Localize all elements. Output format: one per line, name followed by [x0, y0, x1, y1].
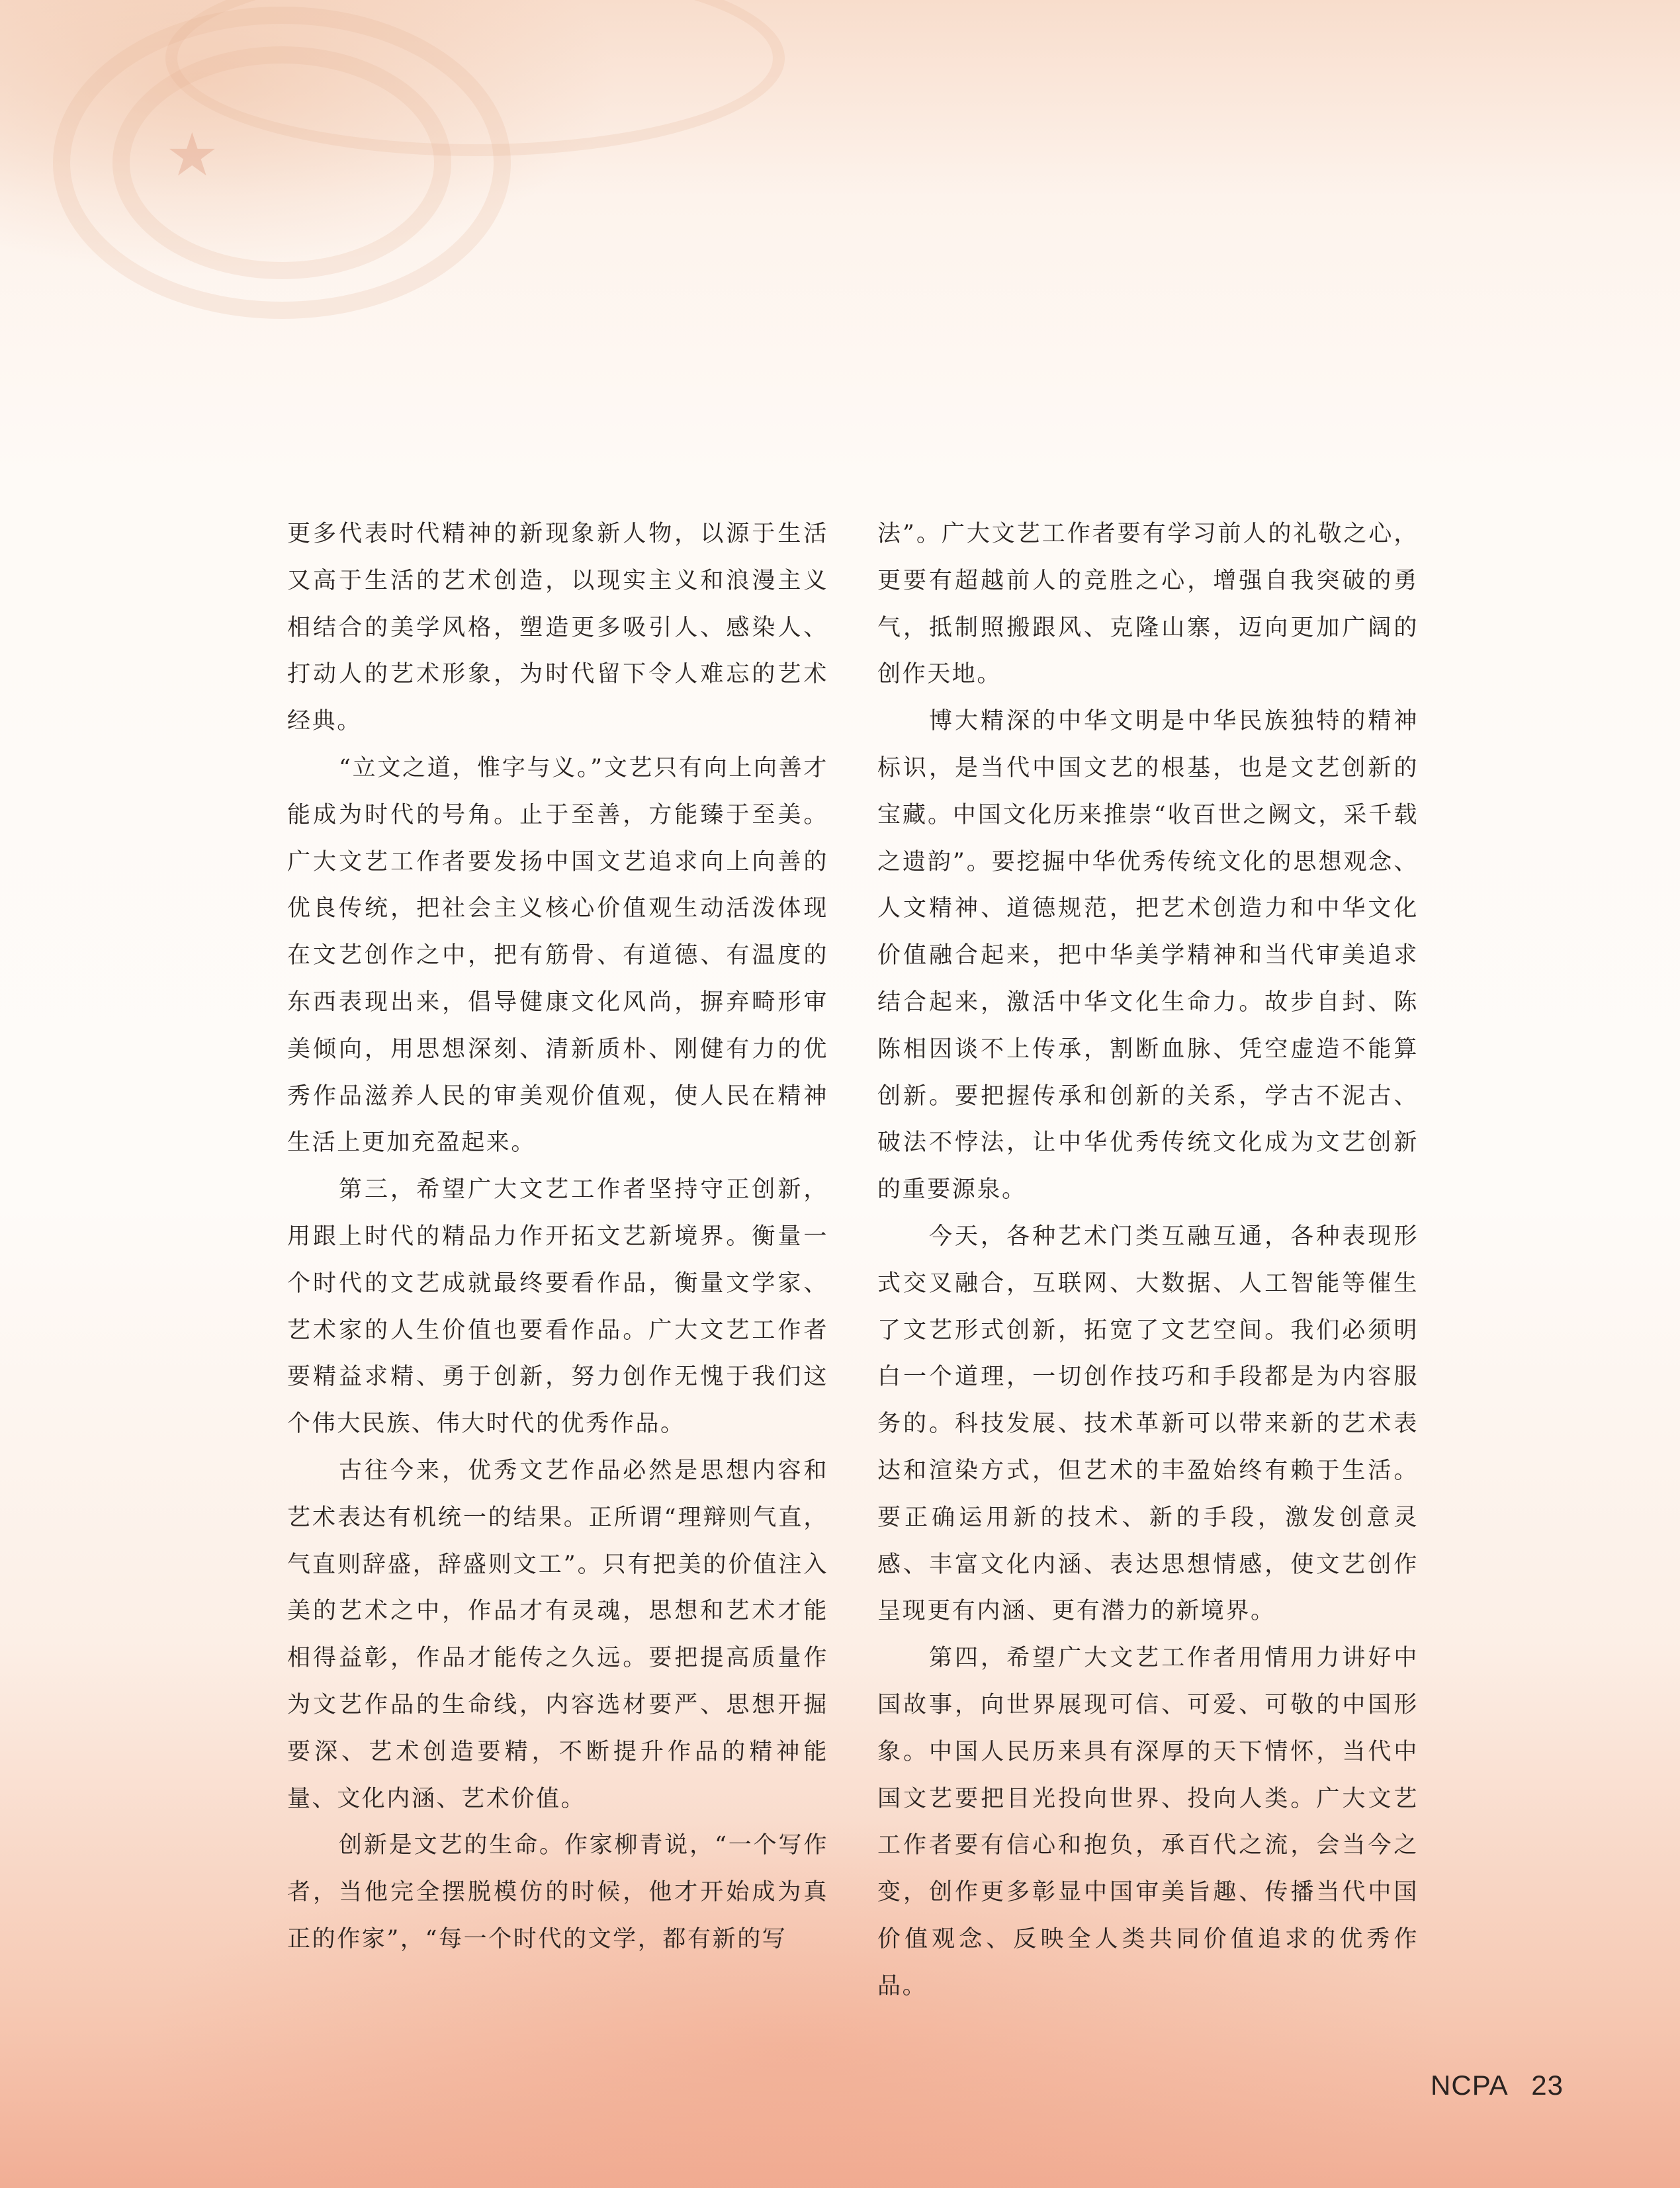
page-footer — [1431, 2070, 1564, 2101]
paragraph: 第三，希望广大文艺工作者坚持守正创新，用跟上时代的精品力作开拓文艺新境界。衡量一个时代的文艺成就最终要看作品，衡量文学家、艺术家的人生价值也要看作品。广大文艺工作者要精益求精、勇于创新，努力创作无愧于我们这个伟大民族、伟大时代的优秀作品。 — [287, 1176, 828, 1438]
right-column — [877, 511, 1419, 2010]
left-column — [287, 511, 828, 1963]
star-icon: ★ — [165, 120, 219, 190]
paragraph: 今天，各种艺术门类互融互通，各种表现形式交叉融合，互联网、大数据、人工智能等催生了文艺形式创新，拓宽了文艺空间。我们必须明白一个道理，一切创作技巧和手段都是为内容服务的。科技发展、技术革新可以带来新的艺术表达和渲染方式，但艺术的丰盈始终有赖于生活。要正确运用新的技术、新的手段，激发创意灵感、丰富文化内涵、表达思想情感，使文艺创作呈现更有内涵、更有潜力的新境界。 — [877, 1223, 1419, 1625]
paragraph: 更多代表时代精神的新现象新人物，以源于生活又高于生活的艺术创造，以现实主义和浪漫主义相结合的美学风格，塑造更多吸引人、感染人、打动人的艺术形象，为时代留下令人难忘的艺术经典。 — [287, 521, 828, 735]
paragraph: 第四，希望广大文艺工作者用情用力讲好中国故事，向世界展现可信、可爱、可敬的中国形象。中国人民历来具有深厚的天下情怀，当代中国文艺要把目光投向世界、投向人类。广大文艺工作者要有信心和抱负，承百代之流，会当今之变，创作更多彰显中国审美旨趣、传播当代中国价值观念、反映全人类共同价值追求的优秀作品。 — [877, 1645, 1419, 1999]
page-number: 23 — [1531, 2070, 1564, 2101]
paragraph: 博大精深的中华文明是中华民族独特的精神标识，是当代中国文艺的根基，也是文艺创新的宝藏。中国文化历来推崇“收百世之阙文，采千载之遗韵”。要挖掘中华优秀传统文化的思想观念、人文精神、道德规范，把艺术创造力和中华文化价值融合起来，把中华美学精神和当代审美追求结合起来，激活中华文化生命力。故步自封、陈陈相因谈不上传承，割断血脉、凭空虚造不能算创新。要把握传承和创新的关系，学古不泥古、破法不悖法，让中华优秀传统文化成为文艺创新的重要源泉。 — [877, 708, 1419, 1203]
magazine-name: NCPA — [1431, 2070, 1509, 2101]
paragraph: 法”。广大文艺工作者要有学习前人的礼敬之心，更要有超越前人的竞胜之心，增强自我突破的勇气，抵制照搬跟风、克隆山寨，迈向更加广阔的创作天地。 — [877, 521, 1419, 688]
paragraph: “立文之道，惟字与义。”文艺只有向上向善才能成为时代的号角。止于至善，方能臻于至美。广大文艺工作者要发扬中国文艺追求向上向善的优良传统，把社会主义核心价值观生动活泼体现在文艺创作之中，把有筋骨、有道德、有温度的东西表现出来，倡导健康文化风尚，摒弃畸形审美倾向，用思想深刻、清新质朴、刚健有力的优秀作品滋养人民的审美观价值观，使人民在精神生活上更加充盈起来。 — [287, 754, 828, 1157]
paragraph: 古往今来，优秀文艺作品必然是思想内容和艺术表达有机统一的结果。正所谓“理辩则气直，气直则辞盛，辞盛则文工”。只有把美的价值注入美的艺术之中，作品才有灵魂，思想和艺术才能相得益彰，作品才能传之久远。要把提高质量作为文艺作品的生命线，内容选材要严、思想开掘要深、艺术创造要精，不断提升作品的精神能量、文化内涵、艺术价值。 — [287, 1457, 828, 1812]
paragraph: 创新是文艺的生命。作家柳青说，“一个写作者，当他完全摆脱模仿的时候，他才开始成为真正的作家”，“每一个时代的文学，都有新的写 — [287, 1832, 828, 1952]
